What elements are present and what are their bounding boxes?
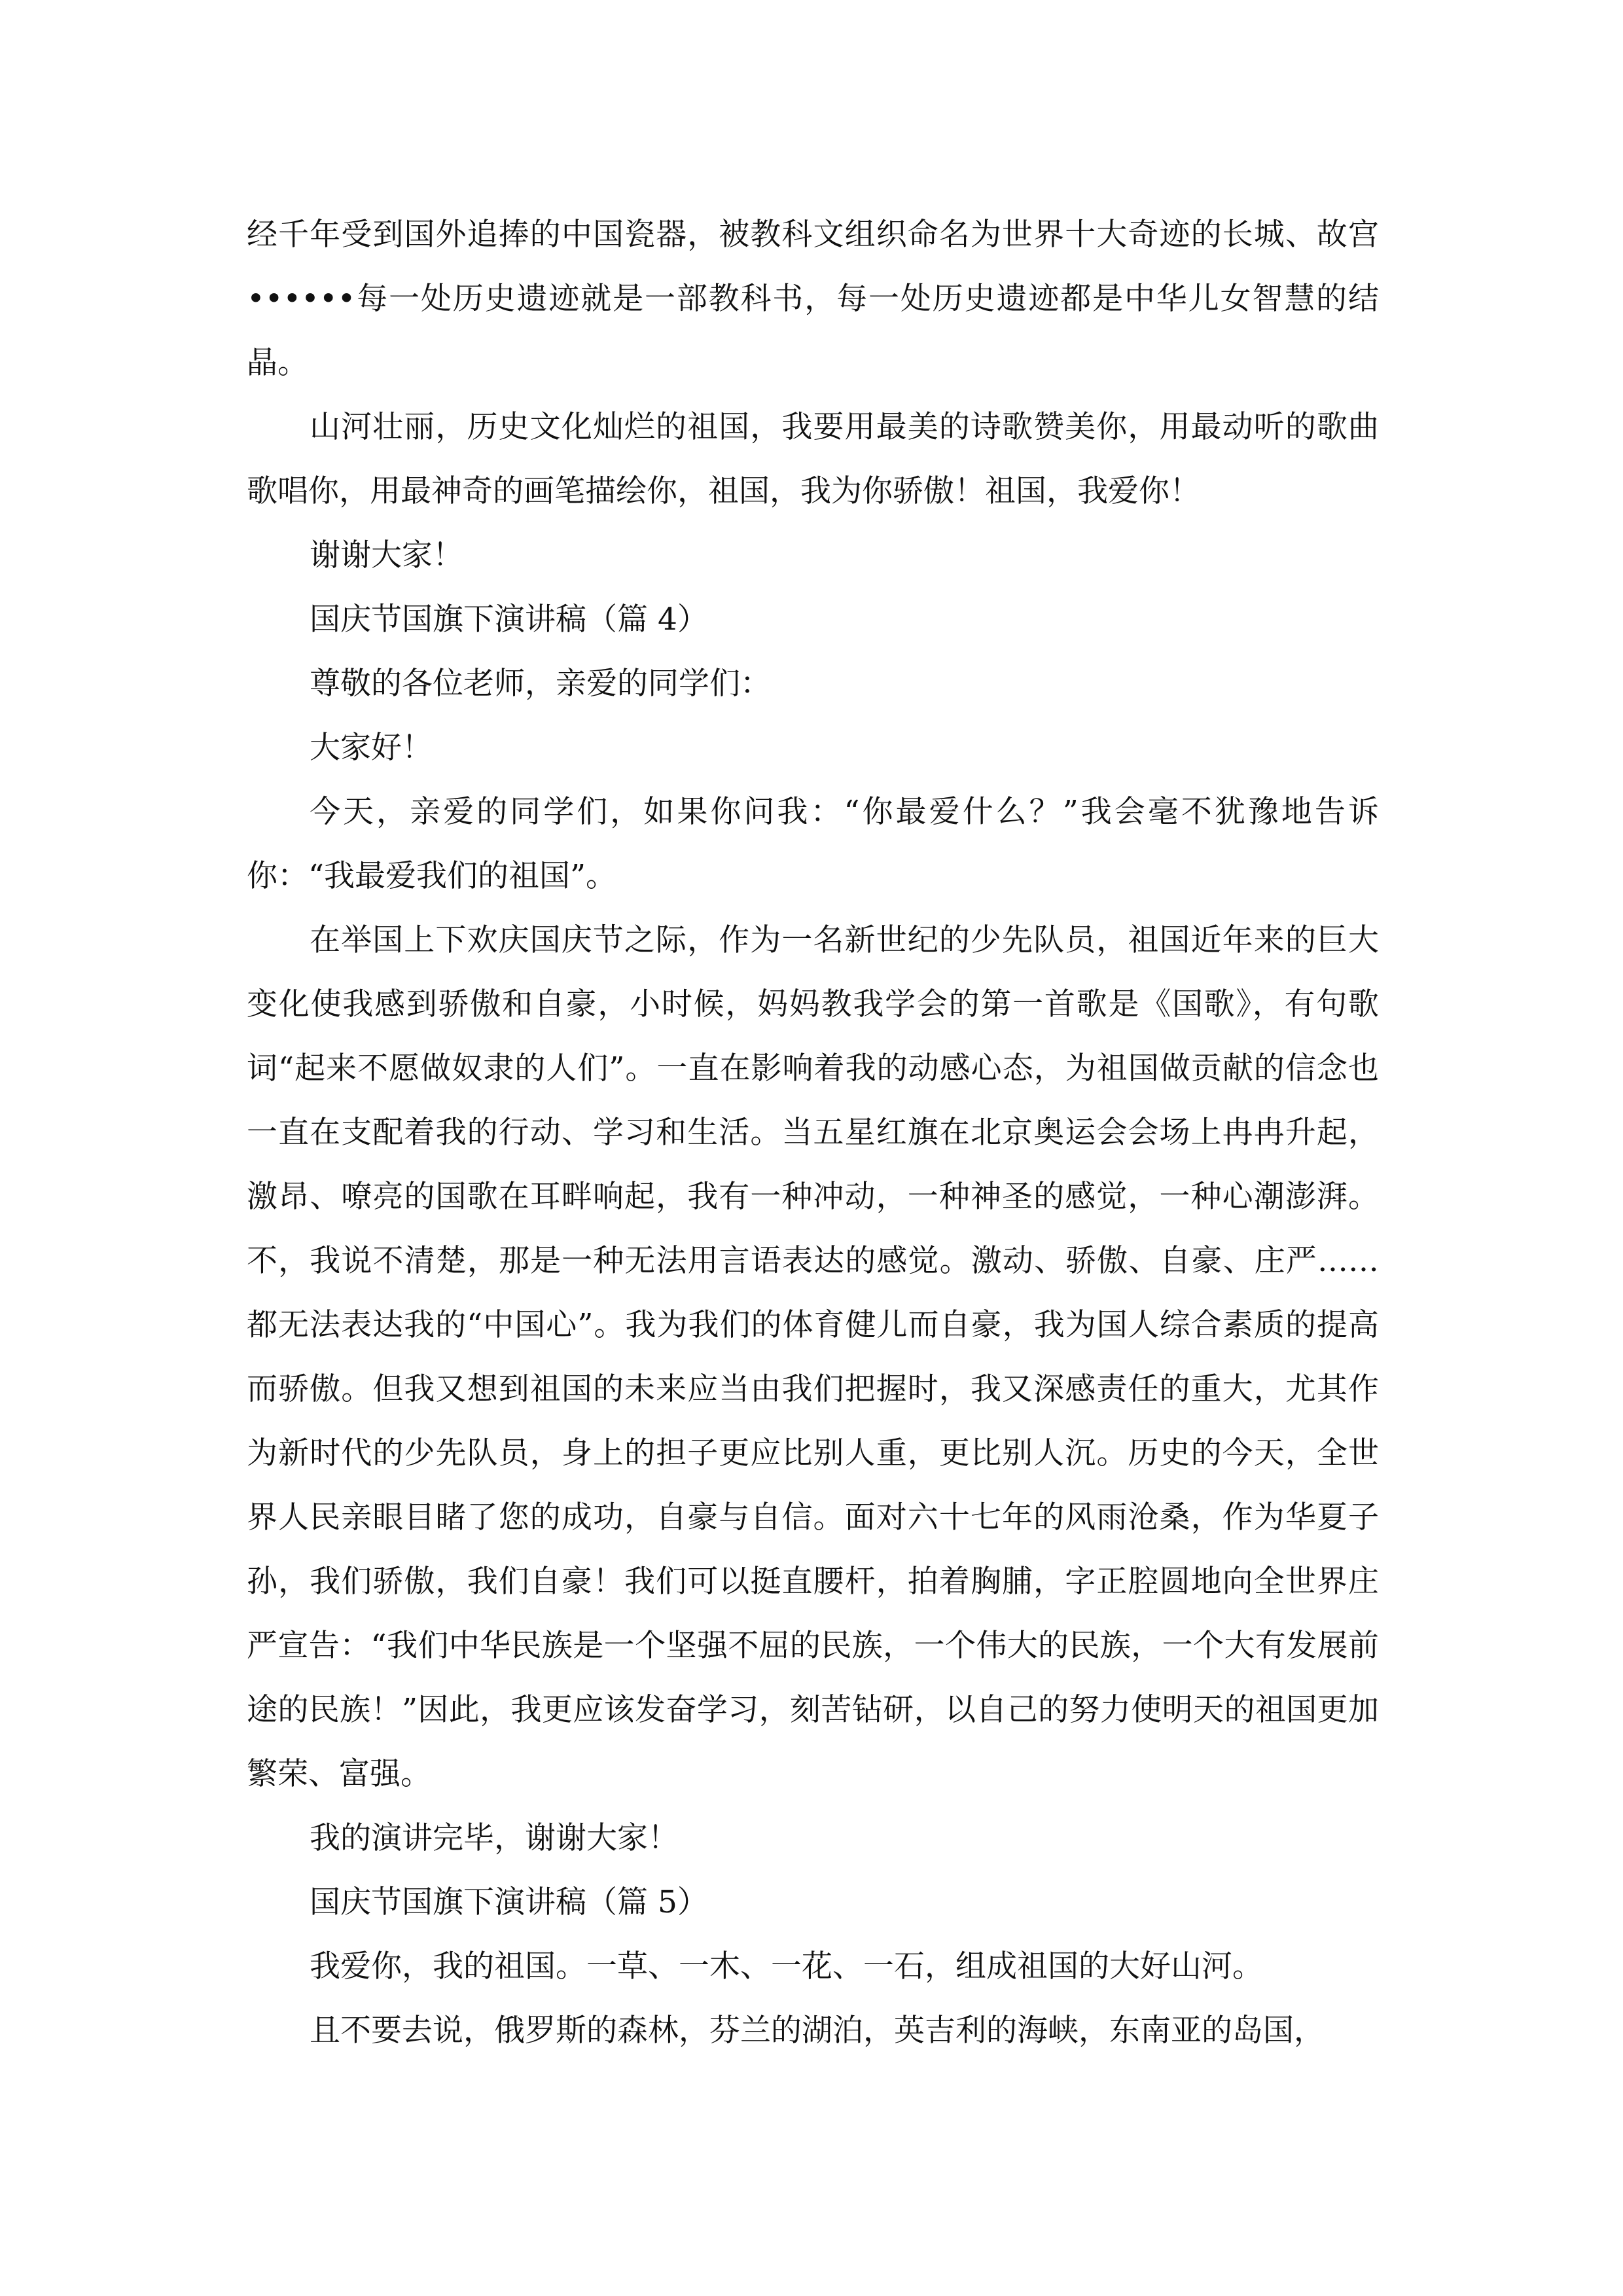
section-title-4: 国庆节国旗下演讲稿（篇 4）	[310, 601, 708, 637]
paragraph-thanks: 谢谢大家！	[310, 537, 463, 573]
paragraph-heritage: 经千年受到国外追捧的中国瓷器，被教科文组织命名为世界十大奇迹的长城、故宫••••••每一处历史遗迹就是一部教科书，每一处历史遗迹都是中华儿女智慧的结晶。	[247, 217, 1379, 381]
document-page	[247, 203, 1379, 2063]
paragraph-closing: 我的演讲完毕，谢谢大家！	[310, 1820, 679, 1856]
section-title-5: 国庆节国旗下演讲稿（篇 5）	[310, 1884, 708, 1920]
paragraph-love-motherland: 我爱你，我的祖国。一草、一木、一花、一石，组成祖国的大好山河。	[310, 1948, 1263, 1984]
greeting: 大家好！	[310, 730, 433, 766]
paragraph-question: 今天，亲爱的同学们，如果你问我：“你最爱什么？”我会毫不犹豫地告诉你：“我最爱我们的祖国”。	[247, 794, 1379, 894]
paragraph-praise: 山河壮丽，历史文化灿烂的祖国，我要用最美的诗歌赞美你，用最动听的歌曲歌唱你，用最神奇的画笔描绘你，祖国，我为你骄傲！祖国，我爱你！	[247, 409, 1379, 509]
paragraph-main-speech: 在举国上下欢庆国庆节之际，作为一名新世纪的少先队员，祖国近年来的巨大变化使我感到骄傲和自豪，小时候，妈妈教我学会的第一首歌是《国歌》，有句歌词“起来不愿做奴隶的人们”。一直在影响着我的动感心态，为祖国做贡献的信念也一直在支配着我的行动、学习和生活。当五星红旗在北京奥运会会场上冉冉升起，激昂、嘹亮的国歌在耳畔响起，我有一种冲动，一种神圣的感觉，一种心潮澎湃。不，我说不清楚，那是一种无法用言语表达的感觉。激动、骄傲、自豪、庄严……都无法表达我的“中国心”。我为我们的体育健儿而自豪，我为国人综合素质的提高而骄傲。但我又想到祖国的未来应当由我们把握时，我又深感责任的重大，尤其作为新时代的少先队员，身上的担子更应比别人重，更比别人沉。历史的今天，全世界人民亲眼目睹了您的成功，自豪与自信。面对六十七年的风雨沧桑，作为华夏子孙，我们骄傲，我们自豪！我们可以挺直腰杆，拍着胸脯，字正腔圆地向全世界庄严宣告：“我们中华民族是一个坚强不屈的民族，一个伟大的民族，一个大有发展前途的民族！”因此，我更应该发奋学习，刻苦钻研，以自己的努力使明天的祖国更加繁荣、富强。	[247, 922, 1379, 1792]
salutation: 尊敬的各位老师，亲爱的同学们：	[310, 666, 771, 702]
paragraph-comparison: 且不要去说，俄罗斯的森林，芬兰的湖泊，英吉利的海峡，东南亚的岛国，	[310, 2013, 1325, 2049]
